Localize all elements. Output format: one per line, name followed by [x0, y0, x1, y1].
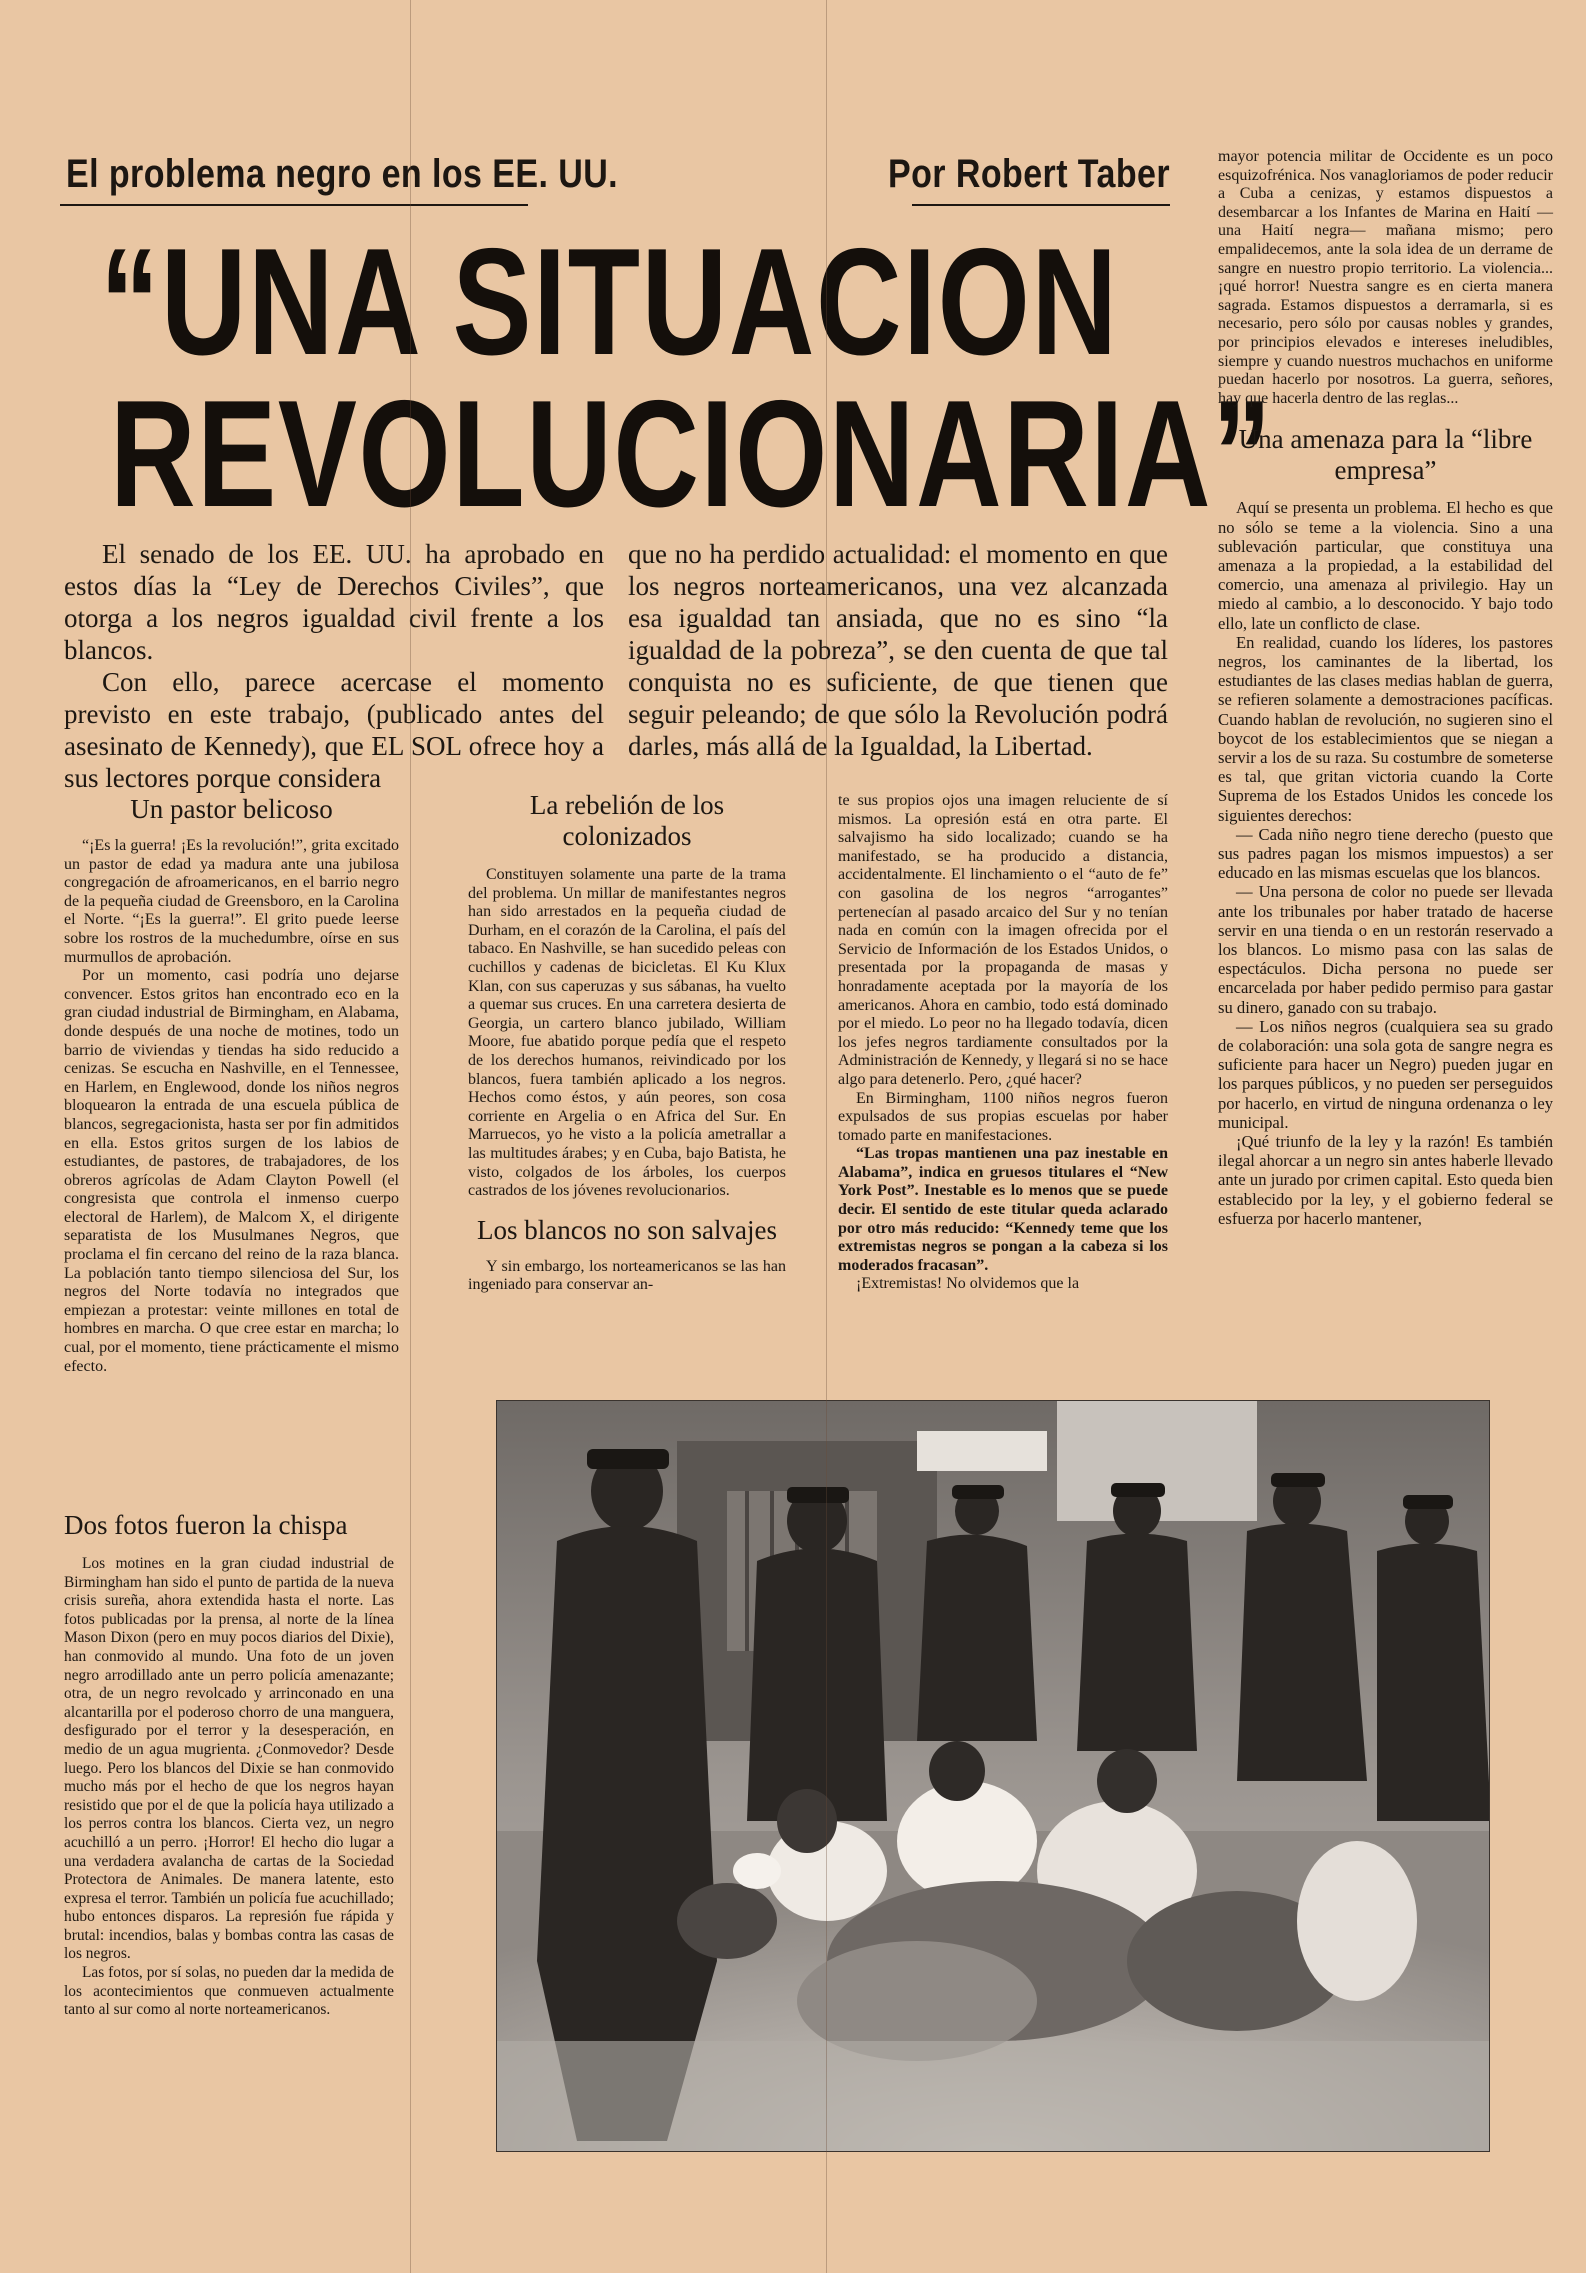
kicker-rule: [60, 204, 528, 206]
paragraph: — Los niños negros (cualquiera sea su grado de colaboración: una sola gota de sangre negra es suficiente para hacer un Negro) pueden jugar en los parques públicos, y no pueden ser perseguidos por hacerlo, en virtud de ninguna ordenanza o ley municipal.: [1218, 1016, 1553, 1132]
paragraph: Y sin embargo, los norteamericanos se las han ingeniado para conservar an-: [468, 1257, 786, 1294]
paragraph: En Birmingham, 1100 niños negros fueron expulsados de sus propias escuelas por haber tomado parte en manifestaciones.: [838, 1089, 1168, 1144]
column-2: [468, 790, 786, 1295]
column-1: [64, 794, 399, 1376]
lead-column-1: [64, 538, 604, 794]
paragraph: mayor potencia militar de Occidente es un poco esquizofrénica. Nos vanagloriamos de poder reducir a Cuba a cenizas, y estamos dispuestos a desembarcar a los Infantes de Marina en Haití —una Haití negra— mañana mismo; pero empalidecemos, ante la sola idea de un derrame de sangre en nuestro propio territorio. La violencia... ¡qué horror! Nuestra sangre es en cierta manera sagrada. Estamos dispuestos a derramarla, si es necesario, pero sólo por causas nobles y grandes, por principios elevados e intereses ineludibles, siempre y cuando nuestros muchachos en uniforme puedan hacerlo por nosotros. La guerra, señores, hay que hacerla dentro de las reglas...: [1218, 148, 1553, 407]
subhead-blancos: Los blancos no son salvajes: [477, 1214, 777, 1245]
lead-paragraph: Con ello, parece acercase el momento previsto en este trabajo, (publicado antes del asesinato de Kennedy), que EL SOL ofrece hoy a sus lectores porque considera: [64, 667, 604, 793]
column-3: [838, 792, 1168, 1294]
kicker: El problema negro en los EE. UU.: [66, 152, 619, 196]
paragraph: ¡Qué triunfo de la ley y la razón! Es también ilegal ahorcar a un negro sin antes haberle llevado ante un jurado por crimen capital. Esto queda bien establecido por la ley, y el gobierno federal se esfuerza por hacerlo mantener,: [1218, 1132, 1553, 1228]
subhead-amenaza: Una amenaza para la “libre empresa”: [1238, 424, 1533, 486]
subhead-rebelion: La rebelión de los colonizados: [529, 790, 725, 851]
byline-rule: [912, 204, 1170, 206]
paragraph: — Cada niño negro tiene derecho (puesto que sus padres pagan los mismos impuestos) a ser educado en las mismas escuelas que los blancos.: [1218, 824, 1553, 883]
photo-illustration: [497, 1401, 1490, 2152]
paragraph: ¡Extremistas! No olvidemos que la: [856, 1275, 1080, 1293]
paragraph: “Las tropas mantienen una paz inestable en Alabama”, indica en gruesos titulares el “New York Post”. Inestable es lo menos que se puede decir. El sentido de este titular queda aclarado por otro más reducido: “Kennedy teme que los extremistas negros se pongan a la cabeza si los moderados fracasan”.: [838, 1145, 1168, 1274]
paper-scratch: [410, 0, 411, 2273]
lead-paragraph: El senado de los EE. UU. ha aprobado en estos días la “Ley de Derechos Civiles”, que otorga a los negros igualdad civil frente a los blancos.: [64, 539, 604, 665]
headline-line-1: “UNA SITUACION: [100, 217, 1119, 387]
headline-line-2: REVOLUCIONARIA”: [110, 369, 1273, 539]
crowd-police-photo: [496, 1400, 1490, 2152]
paragraph: Por un momento, casi podría uno dejarse convencer. Estos gritos han encontrado eco en la gran ciudad industrial de Birmingham, en Alabama, donde después de una noche de motines, todo un barrio de viviendas y tiendas ha sido reducido a cenizas. Se escucha en Nashville, en el Tennessee, en Harlem, en Englewood, donde los niños negros bloquearon la entrada de una escuela pública de blancos, segregacionista, hasta ser por fin admitidos en ella. Estos gritos surgen de los labios de estudiantes, de pastores, de trabajadores, de los obreros agrícolas de Adam Clayton Powell (el congresista que controla el inmenso cuerpo electoral de Harlem), de Malcom X, el dirigente separatista de los Musulmanes Negros, que proclama el fin cercano del reino de la raza blanca. La población tanto tiempo silenciosa del Sur, los negros del Norte todavía no integrados que empiezan a protestar: veinte millones en total de hombres en marcha. O que cree estar en marcha; lo cual, por el momento, tiene prácticamente el mismo efecto.: [64, 967, 399, 1375]
paper-scratch: [826, 0, 827, 2273]
paragraph: te sus propios ojos una imagen reluciente de sí mismos. La opresión está en otra parte. El salvajismo ha sido localizado; cuando se ha manifestado, se ha producido a distancia, accidentalmente. El linchamiento o el “auto de fe” con gasolina de los negros “arrogantes” pertenecían al pasado arcaico del Sur y no tenían nada en común con la imagen ofrecida por el Servicio de Información de los Estados Unidos, o presentada por la propaganda de masas y honradamente aceptada por la mayoría de los americanos. Ahora en cambio, todo está dominado por el miedo. Lo peor no ha llegado todavía, dicen los jefes negros tardiamente consultados por la Administración de Kennedy, y llegará si no se hace algo para detenerlo. Pero, ¿qué hacer?: [838, 792, 1168, 1088]
column-1-lower: [64, 1510, 394, 2020]
byline: Por Robert Taber: [888, 152, 1170, 196]
paragraph: Los motines en la gran ciudad industrial de Birmingham han sido el punto de partida de la nueva crisis sureña, ahora extendida hasta el norte. Las fotos publicadas por la prensa, al norte de la línea Mason Dixon (pero en muy pocos diarios del Dixie), han conmovido al mundo. Una foto de un joven negro arrodillado ante un perro policía amenazante; otra, de un negro revolcado y arrinconado en una alcantarilla por el poderoso chorro de una manguera, desfigurado por el terror y la desesperación, en medio de un agua mugrienta. ¿Conmovedor? Desde luego. Pero los blancos del Dixie se han conmovido mucho más por el hecho de que los negros hayan resistido que por el de que la policía haya utilizado a los perros contra los blancos. Cierta vez, un negro acuchilló a un perro. ¡Horror! El hecho dio lugar a una verdadera avalancha de cartas de la Sociedad Protectora de Animales. De manera latente, esto expresa el terror. También un policía fue acuchillado; hubo entonces disparos. La represión fue rápida y brutal: incendios, balas y bombas contra las casas de los negros.: [64, 1555, 394, 1963]
paragraph: “¡Es la guerra! ¡Es la revolución!”, grita excitado un pastor de edad ya madura ante una jubilosa congregación de afroamericanos, en el barrio negro de la pequeña ciudad de Greensboro, en la Carolina el Norte. “¡Es la guerra!”. El grito puede leerse sobre los rostros de la muchedumbre, oírse en sus murmullos de aprobación.: [64, 837, 399, 966]
paragraph: Las fotos, por sí solas, no pueden dar la medida de los acontecimientos que conmueven actualmente tanto al sur como al norte norteamericanos.: [64, 1964, 394, 2019]
paragraph: En realidad, cuando los líderes, los pastores negros, los caminantes de la libertad, los estudiantes de las clases medias hablan de guerra, se refieren solamente a demostraciones pacíficas. Cuando hablan de revolución, no sugieren sino el boycot de los establecimientos que se niegan a servir a los de su raza. Su costumbre de someterse es tal, que gritan victoria cuando la Corte Suprema de los Estados Unidos les concede los siguientes derechos:: [1218, 632, 1553, 825]
subhead-fotos: Dos fotos fueron la chispa: [64, 1510, 348, 1540]
lead-column-2: [628, 538, 1168, 762]
paragraph: — Una persona de color no puede ser llevada ante los tribunales por haber tratado de hacerse servir en una tienda o en un restorán reservado a los blancos. Lo mismo pasa con las salas de espectáculos. Dicha persona no puede ser encarcelada por haber pedido permiso para gastar su dinero, ganado con su trabajo.: [1218, 882, 1553, 1017]
paragraph: Aquí se presenta un problema. El hecho es que no sólo se teme a la violencia. Sino a una sublevación particular, que constituya una amenaza a la propiedad, a la estabilidad del comercio, una amenaza al privilegio. Hay un miedo al cambio, a lo desconocido. Y bajo todo ello, late un conflicto de clase.: [1218, 498, 1553, 633]
column-4: [1218, 148, 1553, 1228]
subhead-pastor: Un pastor belicoso: [130, 794, 333, 824]
paragraph: Constituyen solamente una parte de la trama del problema. Un millar de manifestantes negros han sido arrestados en la pequeña ciudad de Durham, en el corazón de la Carolina, el país del tabaco. En Nashville, se han sucedido peleas con cuchillos y cadenas de bicicletas. El Ku Klux Klan, con sus caperuzas y sus sábanas, ha vuelto a quemar sus cruces. En una carretera desierta de Georgia, un cartero blanco jubilado, William Moore, fue abatido porque pedía que el respeto de los derechos humanos, reivindicado por los blancos, fuera también aplicado a los negros. Hechos como éstos, y aún peores, son cosa corriente en Argelia o en Africa del Sur. En Marruecos, yo he visto a la policía ametrallar a las multitudes árabes; y en Cuba, bajo Batista, he visto, colgados de los árboles, los cuerpos castrados de los jóvenes revolucionarios.: [468, 866, 786, 1200]
lead-paragraph: que no ha perdido actualidad: el momento en que los negros norteamericanos, una vez alcanzada esa igualdad tan ansiada, que no es sino “la igualdad de la pobreza”, se den cuenta de que tal conquista no es suficiente, de que tienen que seguir peleando; de que sólo la Revolución podrá darles, más allá de la Igualdad, la Libertad.: [628, 539, 1168, 761]
